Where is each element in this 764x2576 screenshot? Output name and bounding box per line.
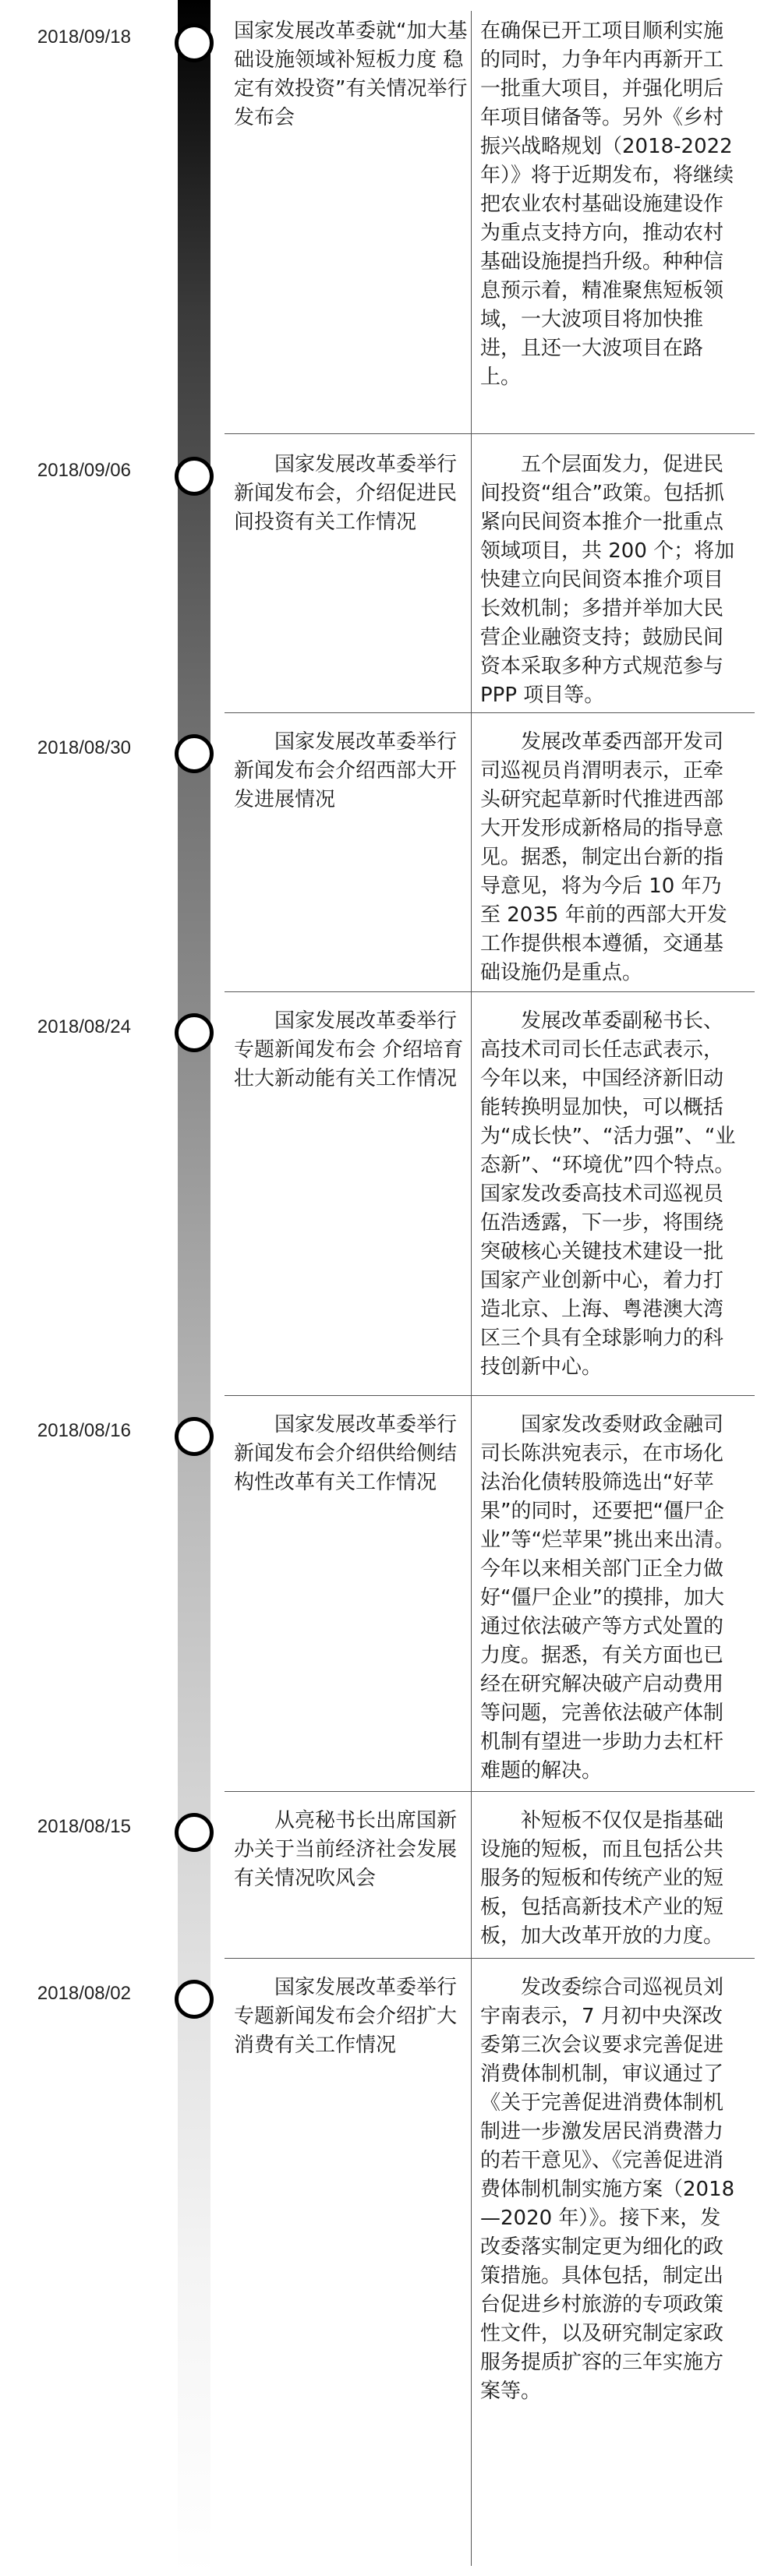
row-divider: [225, 712, 755, 713]
entry-date: 2018/08/02: [37, 1983, 131, 2004]
timeline-marker-icon: [175, 1013, 214, 1052]
entry-title: 国家发展改革委举行专题新闻发布会介绍扩大消费有关工作情况: [234, 1976, 458, 2057]
entry-description: 补短板不仅仅是指基础设施的短板，而且包括公共服务的短板和传统产业的短板，包括高新技术产业的短板，加大改革开放的力度。: [480, 1809, 724, 1948]
timeline-marker-icon: [175, 23, 214, 62]
entry-description: 国家发改委财政金融司司长陈洪宛表示，在市场化法治化债转股筛选出“好苹果”的同时，还要把“僵尸企业”等“烂苹果”挑出来出清。今年以来相关部门正全力做好“僵尸企业”的摸排，加大通过依法破产等方式处置的力度。据悉，有关方面也已经在研究解决破产启动费用等问题，完善依法破产体制机制有望进一步助力去杠杆难题的解决。: [480, 1413, 735, 1783]
column-divider: [471, 712, 472, 991]
row-divider: [225, 433, 755, 434]
column-divider: [471, 991, 472, 1395]
entry-date: 2018/08/15: [37, 1816, 131, 1837]
column-divider: [471, 1395, 472, 1791]
timeline-marker-icon: [175, 734, 214, 773]
entry-date: 2018/08/30: [37, 737, 131, 758]
entry-date: 2018/09/18: [37, 27, 131, 48]
row-divider: [225, 1958, 755, 1959]
timeline-marker-icon: [175, 1813, 214, 1852]
column-divider: [471, 1791, 472, 1958]
row-divider: [225, 1395, 755, 1396]
row-divider: [225, 991, 755, 992]
entry-date: 2018/09/06: [37, 460, 131, 481]
entry-description: 发展改革委西部开发司司巡视员肖渭明表示，正牵头研究起草新时代推进西部大开发形成新格局的指导意见。据悉，制定出台新的指导意见，将为今后 10 年乃至 2035 年前的西部大开发工作提供根本遵循，交通基础设施仍是重点。: [480, 730, 727, 984]
entry-title: 国家发展改革委举行专题新闻发布会 介绍培育壮大新动能有关工作情况: [234, 1009, 464, 1090]
entry-title: 国家发展改革委举行新闻发布会，介绍促进民间投资有关工作情况: [234, 453, 458, 534]
entry-title: 国家发展改革委就“加大基础设施领域补短板力度 稳定有效投资”有关情况举行发布会: [234, 19, 468, 129]
entry-description: 五个层面发力，促进民间投资“组合”政策。包括抓紧向民间资本推介一批重点领域项目，共 200 个；将加快建立向民间资本推介项目长效机制；多措并举加大民营企业融资支持；鼓励民间资本采取多种方式规范参与 PPP 项目等。: [480, 453, 735, 707]
column-divider: [471, 1958, 472, 2566]
entry-title: 国家发展改革委举行新闻发布会介绍供给侧结构性改革有关工作情况: [234, 1413, 458, 1494]
entry-description: 发改委综合司巡视员刘宇南表示，7 月初中央深改委第三次会议要求完善促进消费体制机制，审议通过了《关于完善促进消费体制机制进一步激发居民消费潜力的若干意见》、《完善促进消费体制机制实施方案（2018—2020 年）》。接下来，发改委落实制定更为细化的政策措施。具体包括，制定出台促进乡村旅游的专项政策性文件，以及研究制定家政服务提质扩容的三年实施方案等。: [480, 1976, 735, 2403]
entry-date: 2018/08/24: [37, 1016, 131, 1037]
column-divider: [471, 433, 472, 712]
entry-description: 在确保已开工项目顺利实施的同时，力争年内再新开工一批重大项目，并强化明后年项目储备等。另外《乡村振兴战略规划（2018-2022 年）》将于近期发布，将继续把农业农村基础设施建设作为重点支持方向，推动农村基础设施提挡升级。种种信息预示着，精准聚焦短板领域，一大波项目将加快推进，且还一大波项目在路上。: [480, 19, 734, 389]
entry-date: 2018/08/16: [37, 1420, 131, 1441]
entry-title: 从亮秘书长出席国新办关于当前经济社会发展有关情况吹风会: [234, 1809, 458, 1890]
timeline-marker-icon: [175, 1980, 214, 2019]
column-divider: [471, 11, 472, 433]
entry-title: 国家发展改革委举行新闻发布会介绍西部大开发进展情况: [234, 730, 458, 811]
timeline-marker-icon: [175, 1417, 214, 1456]
timeline-bar: [178, 0, 210, 2576]
entry-description: 发展改革委副秘书长、高技术司司长任志武表示，今年以来，中国经济新旧动能转换明显加快，可以概括为“成长快”、“活力强”、“业态新”、“环境优”四个特点。国家发改委高技术司巡视员伍浩透露，下一步，将围绕突破核心关键技术建设一批国家产业创新中心，着力打造北京、上海、粤港澳大湾区三个具有全球影响力的科技创新中心。: [480, 1009, 736, 1379]
row-divider: [225, 1791, 755, 1792]
timeline-marker-icon: [175, 457, 214, 496]
